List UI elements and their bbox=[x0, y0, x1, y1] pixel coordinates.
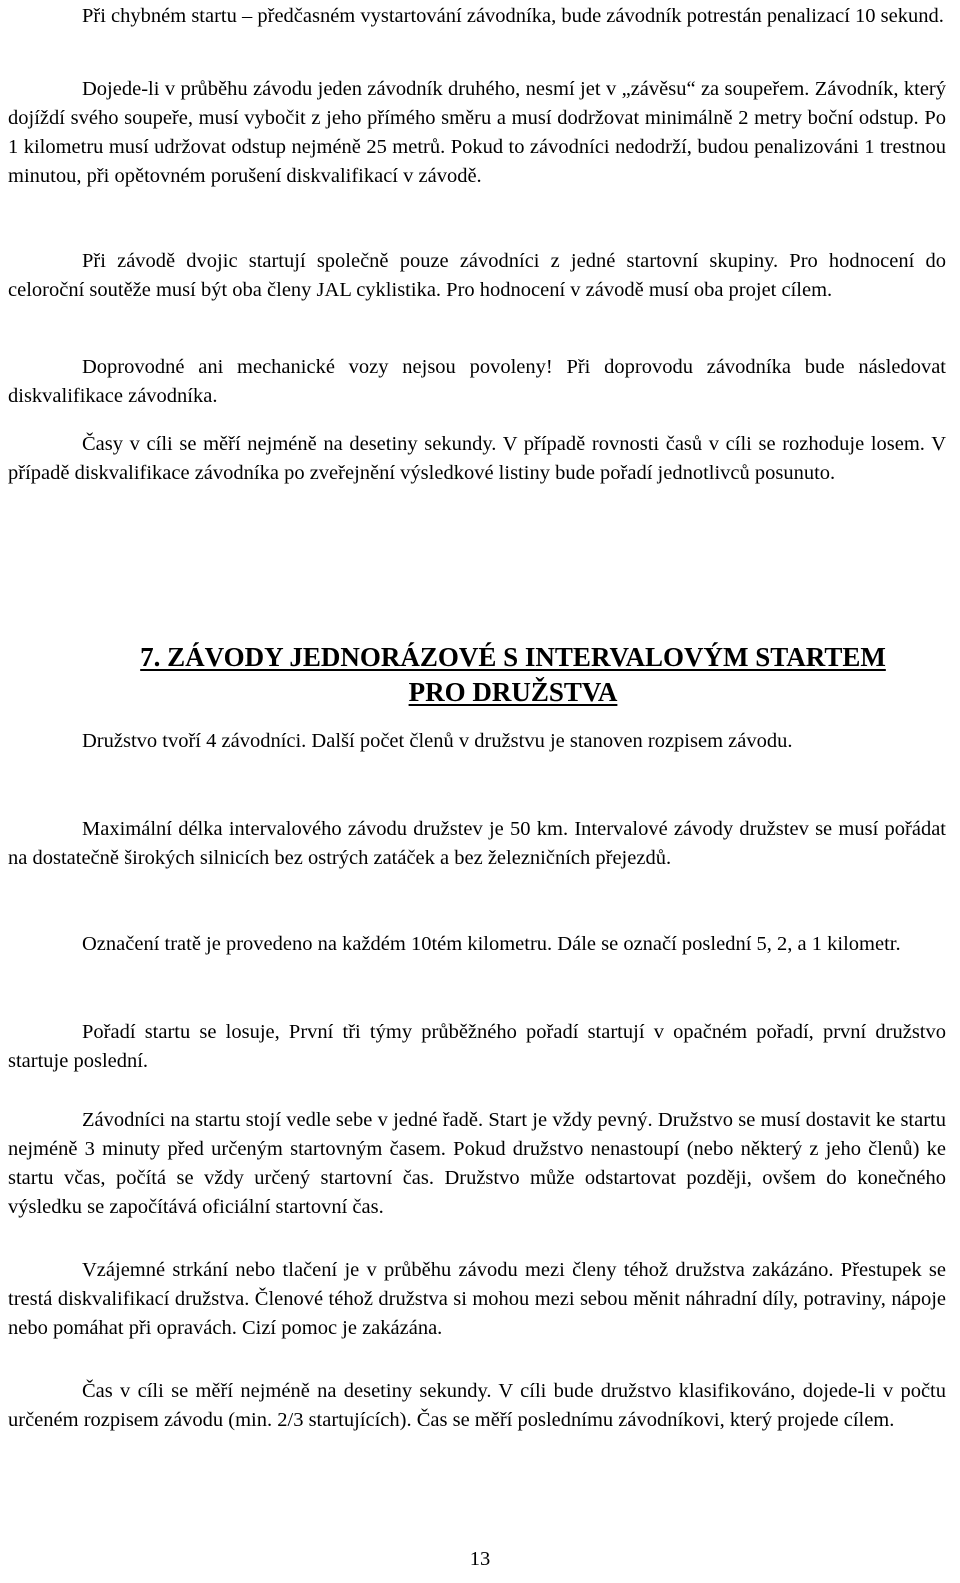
paragraph-team-composition: Družstvo tvoří 4 závodníci. Další počet členů v družstvu je stanoven rozpisem závodu. bbox=[82, 730, 793, 752]
section-heading-line-2: PRO DRUŽSTVA bbox=[408, 677, 618, 707]
paragraph-start-procedure: Závodníci na startu stojí vedle sebe v jedné řadě. Start je vždy pevný. Družstvo se musí dostavit ke startu nejméně 3 minuty před určeným startovným časem. Pokud družstvo nenastoupí (nebo některý z jeho členů) ke startu včas, počítá se vždy určený startovní čas. Družstvo může odstartovat později, ovšem do konečného výsledku se započítává oficiální startovní čas. bbox=[8, 1109, 946, 1218]
paragraph-pushing-prohibited: Vzájemné strkání nebo tlačení je v průběhu závodu mezi členy téhož družstva zakázáno. Přestupek se trestá diskvalifikací družstva. Členové téhož družstva si mohou mezi sebou měnit náhradní díly, potraviny, nápoje nebo pomáhat při opravách. Cizí pomoc je zakázána. bbox=[8, 1259, 946, 1339]
paragraph-max-distance: Maximální délka intervalového závodu družstev je 50 km. Intervalové závody družstev se musí pořádat na dostatečně širokých silnicích bez ostrých zatáček a bez železničních přejezdů. bbox=[8, 818, 946, 869]
paragraph-team-finish-time: Čas v cíli se měří nejméně na desetiny sekundy. V cíli bude družstvo klasifikováno, dojede-li v počtu určeném rozpisem závodu (min. 2/3 startujících). Čas se měří poslednímu závodníkovi, který projede cílem. bbox=[8, 1380, 946, 1431]
section-heading bbox=[80, 640, 946, 710]
paragraph-finish-times: Časy v cíli se měří nejméně na desetiny sekundy. V případě rovnosti časů v cíli se rozhoduje losem. V případě diskvalifikace závodníka po zveřejnění výsledkové listiny bude pořadí jednotlivců posunuto. bbox=[8, 433, 946, 484]
section-heading-line-1: 7. ZÁVODY JEDNORÁZOVÉ S INTERVALOVÝM STARTEM bbox=[140, 642, 886, 672]
paragraph-pairs-race: Při závodě dvojic startují společně pouze závodníci z jedné startovní skupiny. Pro hodnocení do celoroční soutěže musí být oba členy JAL cyklistika. Pro hodnocení v závodě musí oba projet cílem. bbox=[8, 250, 946, 301]
paragraph-course-marking: Označení tratě je provedeno na každém 10tém kilometru. Dále se označí poslední 5, 2, a 1 kilometr. bbox=[82, 933, 901, 955]
paragraph-start-order: Pořadí startu se losuje, První tři týmy průběžného pořadí startují v opačném pořadí, první družstvo startuje poslední. bbox=[8, 1021, 946, 1072]
paragraph-drafting-rule: Dojede-li v průběhu závodu jeden závodník druhého, nesmí jet v „závěsu“ za soupeřem. Závodník, který dojíždí svého soupeře, musí vybočit z jeho přímého směru a musí dodržovat minimálně 2 metry boční odstup. Po 1 kilometru musí udržovat odstup nejméně 25 metrů. Pokud to závodníci nedodrží, budou penalizováni 1 trestnou minutou, při opětovném porušení diskvalifikací v závodě. bbox=[8, 78, 946, 187]
page-number: 13 bbox=[469, 1548, 491, 1570]
paragraph-support-vehicles: Doprovodné ani mechanické vozy nejsou povoleny! Při doprovodu závodníka bude následovat diskvalifikace závodníka. bbox=[8, 356, 946, 407]
paragraph-false-start: Při chybném startu – předčasném vystartování závodníka, bude závodník potrestán penalizací 10 sekund. bbox=[82, 5, 944, 27]
